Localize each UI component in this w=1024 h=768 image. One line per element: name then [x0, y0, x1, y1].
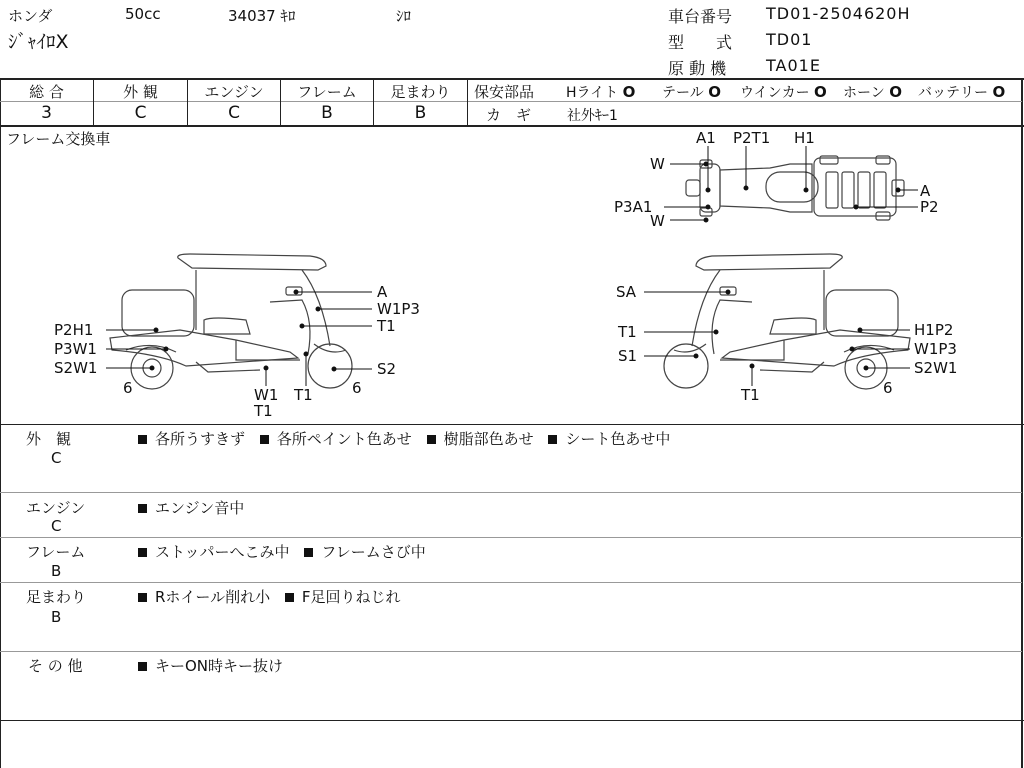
grade-suspension: B [414, 103, 427, 123]
section-title-exterior: 外 観 [26, 430, 72, 448]
diagram-label: S2W1 [54, 359, 98, 377]
displacement: 50cc [125, 5, 161, 23]
bullet-square-icon [138, 593, 147, 602]
safety-headlight: Hライト O [566, 83, 636, 101]
frame-swap-note: フレーム交換車 [6, 130, 111, 148]
grade-header-suspension: 足まわり [390, 83, 451, 101]
diagram-label: W1 [254, 386, 279, 404]
section-grade-suspension: B [51, 608, 62, 626]
section-items-engine: エンジン音中 [136, 497, 244, 518]
grade-overall: 3 [41, 103, 52, 123]
safety-battery: バッテリー O [918, 83, 1006, 101]
section-grade-engine: C [51, 517, 62, 535]
diagram-label: T1 [377, 317, 396, 335]
diagram-label: P2 [920, 198, 939, 216]
diagram-label: A [377, 283, 388, 301]
diagram-label: S2W1 [914, 359, 958, 377]
diagram-label: A [920, 182, 931, 200]
diagram-label: H1P2 [914, 321, 954, 339]
type-value: TD01 [766, 30, 813, 49]
section-title-frame: フレーム [26, 543, 86, 561]
maker: ホンダ [8, 7, 53, 25]
diagram-label: P3W1 [54, 340, 97, 358]
diagram-label: 6 [883, 379, 893, 397]
grade-engine: C [228, 103, 240, 123]
grade-header-exterior: 外 観 [123, 83, 158, 101]
diagram-label: T1 [618, 323, 637, 341]
scooter-top-view [686, 156, 904, 220]
diagram-label: T1 [254, 402, 273, 420]
diagram-label: P2H1 [54, 321, 94, 339]
chassis-value: TD01-2504620H [766, 4, 911, 23]
section-title-other: そ の 他 [28, 657, 83, 675]
diagram-label: 6 [123, 379, 133, 397]
section-grade-exterior: C [51, 449, 62, 467]
diagram-label: W [650, 155, 665, 173]
diagram-label: A1 [696, 129, 716, 147]
mileage: 34037 ｷﾛ [228, 7, 296, 25]
chassis-label: 車台番号 [668, 7, 733, 26]
grade-header-engine: エンジン [204, 83, 264, 101]
diagram-label: W [650, 212, 665, 230]
grade-header-overall: 総 合 [29, 83, 64, 101]
diagram-label: W1P3 [377, 300, 420, 318]
diagram-label: T1 [294, 386, 313, 404]
bullet-square-icon [304, 548, 313, 557]
engine-label: 原 動 機 [668, 59, 727, 78]
bullet-square-icon [260, 435, 269, 444]
safety-title: 保安部品 [474, 83, 535, 101]
diagram-label: P3A1 [614, 198, 653, 216]
scooter-left-view [110, 254, 352, 389]
bullet-square-icon [138, 504, 147, 513]
safety-horn: ホーン O [843, 83, 902, 101]
diagram-label: P2T1 [733, 129, 771, 147]
section-grade-frame: B [51, 562, 62, 580]
engine-value: TA01E [766, 56, 821, 75]
section-items-exterior: 各所うすきず 各所ペイント色あせ 樹脂部色あせ シート色あせ中 [136, 428, 670, 449]
scooter-right-view [664, 254, 910, 389]
diagram-label: W1P3 [914, 340, 957, 358]
key-value: 社外ｷｰ1 [567, 108, 618, 124]
section-items-suspension: Rホイール削れ小 F足回りねじれ [136, 586, 401, 607]
diagram-label: SA [616, 283, 637, 301]
section-title-engine: エンジン [26, 499, 86, 517]
section-items-other: キーON時キー抜け [136, 655, 283, 676]
diagram-label: T1 [741, 386, 760, 404]
grade-frame: B [321, 103, 333, 123]
diagram-label: H1 [794, 129, 815, 147]
diagram-label: S1 [618, 347, 638, 365]
model-name: ｼﾞｬｲﾛX [8, 31, 69, 53]
type-label: 型 式 [668, 33, 733, 52]
bullet-square-icon [285, 593, 294, 602]
bullet-square-icon [138, 435, 147, 444]
color: ｼﾛ [396, 7, 412, 25]
key-label: カ ギ [486, 106, 532, 124]
bullet-square-icon [548, 435, 557, 444]
bullet-square-icon [427, 435, 436, 444]
bullet-square-icon [138, 548, 147, 557]
grade-header-frame: フレーム [297, 83, 357, 101]
diagram-label: 6 [352, 379, 362, 397]
grade-exterior: C [134, 103, 147, 123]
section-title-suspension: 足まわり [26, 588, 87, 606]
safety-winker: ウインカー O [740, 83, 827, 101]
section-items-frame: ストッパーへこみ中 フレームさび中 [136, 541, 426, 562]
bullet-square-icon [138, 662, 147, 671]
safety-tail: テール O [662, 83, 721, 101]
diagram-label: S2 [377, 360, 397, 378]
